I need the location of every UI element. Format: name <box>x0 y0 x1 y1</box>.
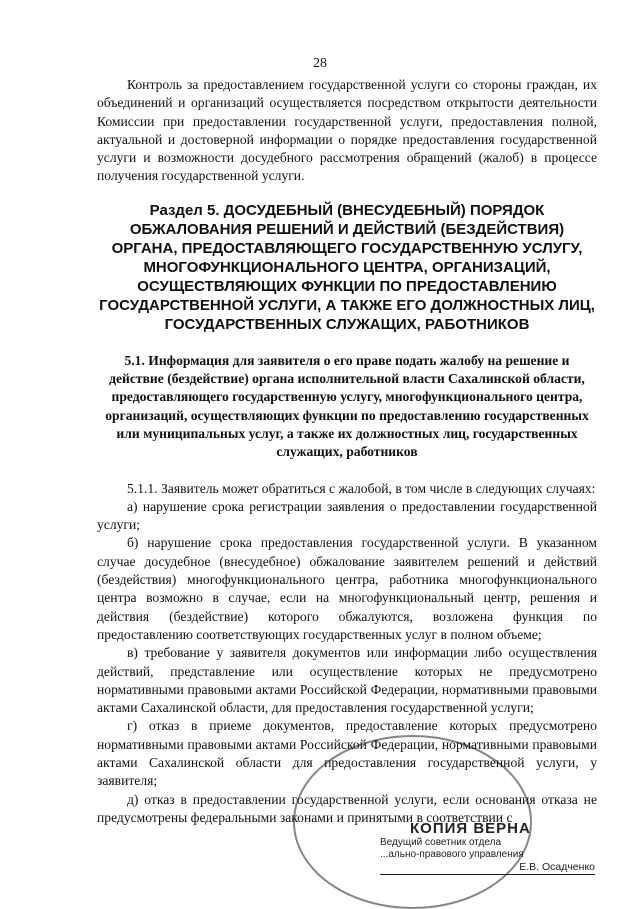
section-heading: Раздел 5. ДОСУДЕБНЫЙ (ВНЕСУДЕБНЫЙ) ПОРЯДОК ОБЖАЛОВАНИЯ РЕШЕНИЙ И ДЕЙСТВИЙ (БЕЗДЕЙСТВИЯ) ОРГАНА, ПРЕДОСТАВЛЯЮЩЕГО ГОСУДАРСТВЕННУЮ УСЛУГУ, МНОГОФУНКЦИОНАЛЬНОГО ЦЕНТРА, ОРГАНИЗАЦИЙ, ОСУЩЕСТВЛЯЮЩИХ ФУНКЦИИ ПО ПРЕДОСТАВЛЕНИЮ ГОСУДАРСТВЕННОЙ УСЛУГИ, А ТАКЖЕ ЕГО ДОЛЖНОСТНЫХ ЛИЦ, ГОСУДАРСТВЕННЫХ СЛУЖАЩИХ, РАБОТНИКОВ <box>99 201 595 333</box>
signatory-name: Е.В. Осадченко <box>380 861 595 875</box>
body-paragraph: д) отказ в предоставлении государственной услуги, если основания отказа не предусмотрены федеральными законами и принятыми в соответствии с <box>97 791 597 825</box>
stamp-line: Ведущий советник отдела <box>380 837 502 848</box>
certification-stamp <box>380 820 595 875</box>
body-paragraph: 5.1.1. Заявитель может обратиться с жалобой, в том числе в следующих случаях: <box>127 480 596 496</box>
document-body <box>97 76 597 827</box>
body-paragraph: в) требование у заявителя документов или информации либо осуществления действий, представление или осуществление которых не предусмотрено нормативными правовыми актами Российской Федерации, нормативными правовыми актами Сахалинской области, для предоставления государственной услуги; <box>97 645 597 716</box>
body-paragraph: г) отказ в приеме документов, предоставление которых предусмотрено нормативными правовыми актами Российской Федерации, нормативными правовыми актами Сахалинской области для предоставления государственной услуги, у заявителя; <box>97 718 597 789</box>
body-paragraph: а) нарушение срока регистрации заявления о предоставлении государственной услуги; <box>97 498 597 533</box>
subsection-heading: 5.1. Информация для заявителя о его праве подать жалобу на решение и действие (бездействие) органа исполнительной власти Сахалинской области, предоставляющего государственную услугу, многофункционального центра, организаций, осуществляющих функции по предоставлению государственных или муниципальных услуг, а также их должностных лиц, государственных служащих, работников <box>105 352 589 460</box>
body-paragraph: б) нарушение срока предоставления государственной услуги. В указанном случае досудебное (внесудебное) обжалование заявителем решений и действий (бездействия) многофункционального центра, работника многофункционального центра возможно в случае, если на многофункциональный центр, решения и действия (бездействие) которого обжалуются, возложена функция по предоставлению соответствующих государственных услуг в полном объеме; <box>97 535 597 642</box>
intro-paragraph: Контроль за предоставлением государственной услуги со стороны граждан, их объединений и организаций осуществляется посредством открытости деятельности Комиссии при предоставлении государственной услуги, предоставления полной, актуальной и достоверной информации о порядке предоставления государственной услуги и возможности досудебного рассмотрения обращений (жалоб) в процессе получения государственной услуги. <box>97 77 597 184</box>
page-number: 28 <box>313 56 327 71</box>
stamp-line: ...ально-правового управления <box>380 849 524 860</box>
copy-label: КОПИЯ ВЕРНА <box>410 820 531 837</box>
